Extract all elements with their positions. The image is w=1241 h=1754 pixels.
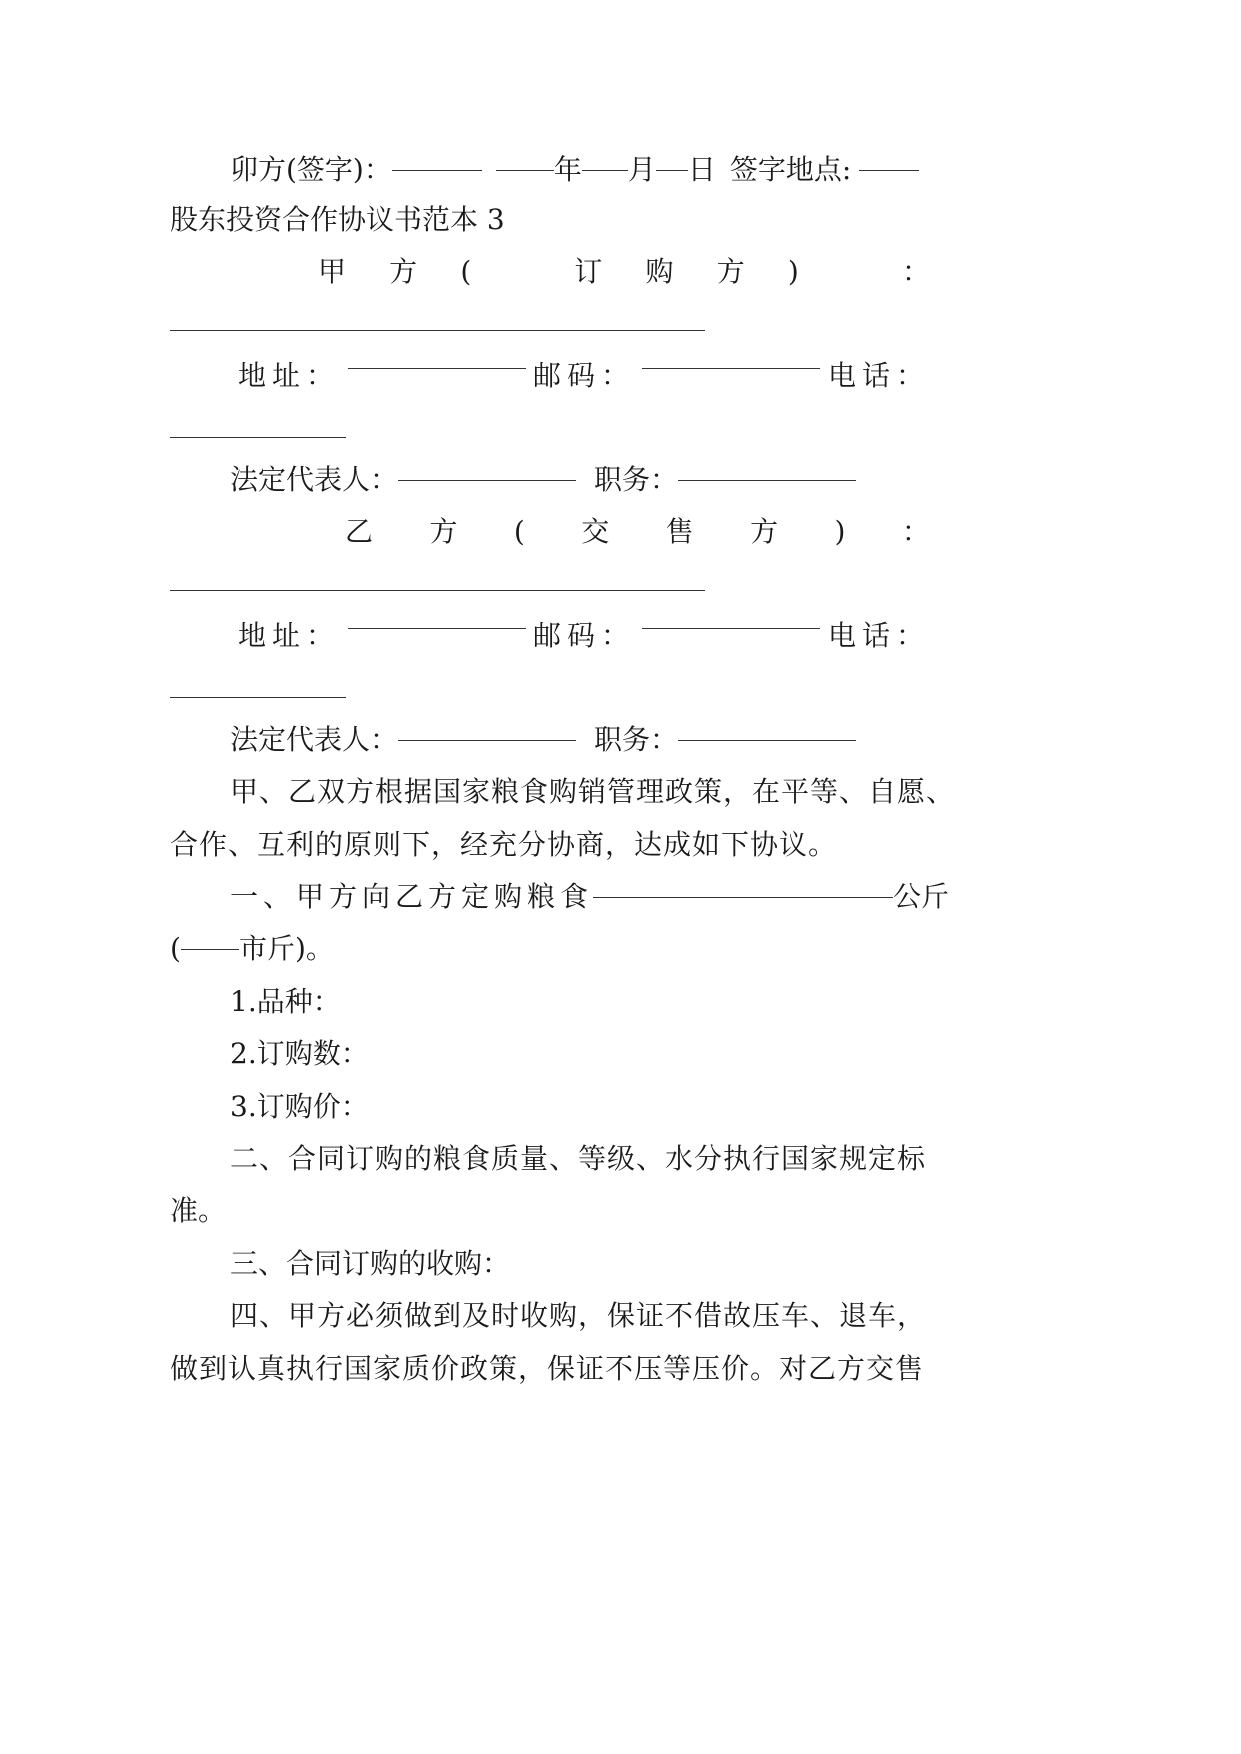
party-b-contact-row xyxy=(238,618,930,654)
party-a-address-label: 地址： xyxy=(238,359,341,392)
party-b-char: 交 xyxy=(581,515,610,548)
party-a-char: ) xyxy=(787,255,799,288)
party-a-position-blank[interactable] xyxy=(678,479,856,481)
party-b-char: 售 xyxy=(665,515,694,548)
item-variety: 1.品种： xyxy=(230,985,341,1018)
party-a-char: 购 xyxy=(645,255,674,288)
party-b-char: 乙 xyxy=(345,515,374,548)
clause-1-paren-close: 市斤)。 xyxy=(238,932,334,965)
party-sign-blank[interactable] xyxy=(392,169,482,171)
party-a-char: 订 xyxy=(574,255,603,288)
party-b-postcode-blank[interactable] xyxy=(642,627,820,629)
party-b-rep-blank[interactable] xyxy=(398,739,576,741)
clause-1-line-2 xyxy=(170,931,334,967)
party-b-char: 方 xyxy=(750,515,779,548)
party-a-heading xyxy=(318,254,930,290)
signature-line xyxy=(230,152,919,188)
party-a-char: 方 xyxy=(389,255,418,288)
party-a-contact-row xyxy=(238,358,930,394)
date-day-label: 日 xyxy=(687,153,716,186)
date-month-label: 月 xyxy=(627,153,656,186)
party-a-phone-label: 电话： xyxy=(827,359,930,392)
intro-line-2: 合作、互利的原则下，经充分协商，达成如下协议。 xyxy=(170,828,838,861)
party-a-position-label: 职务： xyxy=(594,463,679,496)
party-b-position-blank[interactable] xyxy=(678,739,856,741)
date-year-label: 年 xyxy=(553,153,582,186)
party-b-address-label: 地址： xyxy=(238,619,341,652)
party-a-rep-row xyxy=(230,462,856,498)
party-a-char: 甲 xyxy=(318,255,347,288)
party-b-char: ： xyxy=(901,515,930,548)
party-a-char: ： xyxy=(901,255,930,288)
party-b-char: ( xyxy=(513,515,525,548)
clause-1-unit: 公斤 xyxy=(893,880,950,913)
party-a-char: ( xyxy=(460,255,472,288)
party-a-phone-blank[interactable] xyxy=(170,437,346,438)
month-blank[interactable] xyxy=(582,169,628,171)
party-b-char: ) xyxy=(834,515,846,548)
year-blank[interactable] xyxy=(496,169,554,171)
party-b-position-label: 职务： xyxy=(594,723,679,756)
clause-4-line-1: 四、甲方必须做到及时收购，保证不借故压车、退车， xyxy=(230,1299,927,1332)
clause-4-line-2: 做到认真执行国家质价政策，保证不压等压价。对乙方交售 xyxy=(170,1352,925,1385)
party-a-postcode-label: 邮码： xyxy=(532,359,635,392)
party-b-postcode-label: 邮码： xyxy=(532,619,635,652)
sign-place-label: 签字地点: xyxy=(729,153,852,186)
party-b-char: 方 xyxy=(429,515,458,548)
party-sign-label: 卯方(签字)： xyxy=(230,153,392,186)
party-b-phone-blank[interactable] xyxy=(170,697,346,698)
market-jin-blank[interactable] xyxy=(181,948,239,950)
party-b-name-blank[interactable] xyxy=(170,590,705,591)
party-a-rep-label: 法定代表人： xyxy=(230,463,399,496)
party-a-address-blank[interactable] xyxy=(348,367,526,369)
day-blank[interactable] xyxy=(656,169,688,171)
party-a-char: 方 xyxy=(716,255,745,288)
item-quantity: 2.订购数： xyxy=(230,1037,369,1070)
party-b-rep-row xyxy=(230,722,856,758)
clause-1-prefix: 一、甲方向乙方定购粮食 xyxy=(230,880,594,913)
clause-2-line-2: 准。 xyxy=(170,1194,227,1227)
party-b-address-blank[interactable] xyxy=(348,627,526,629)
party-b-rep-label: 法定代表人： xyxy=(230,723,399,756)
grain-amount-blank[interactable] xyxy=(593,896,893,898)
party-b-phone-label: 电话： xyxy=(827,619,930,652)
item-price: 3.订购价： xyxy=(230,1090,369,1123)
clause-2-line-1: 二、合同订购的粮食质量、等级、水分执行国家规定标 xyxy=(230,1142,927,1175)
party-a-name-blank[interactable] xyxy=(170,330,705,331)
clause-1-paren-open: ( xyxy=(170,932,181,965)
sign-place-blank[interactable] xyxy=(859,169,919,171)
clause-3: 三、合同订购的收购： xyxy=(230,1247,511,1280)
document-title: 股东投资合作协议书范本 3 xyxy=(170,203,505,236)
party-b-heading xyxy=(345,514,930,550)
party-a-rep-blank[interactable] xyxy=(398,479,576,481)
clause-1-line-1 xyxy=(230,879,949,915)
intro-line-1: 甲、乙双方根据国家粮食购销管理政策，在平等、自愿、 xyxy=(230,775,956,808)
party-a-postcode-blank[interactable] xyxy=(642,367,820,369)
